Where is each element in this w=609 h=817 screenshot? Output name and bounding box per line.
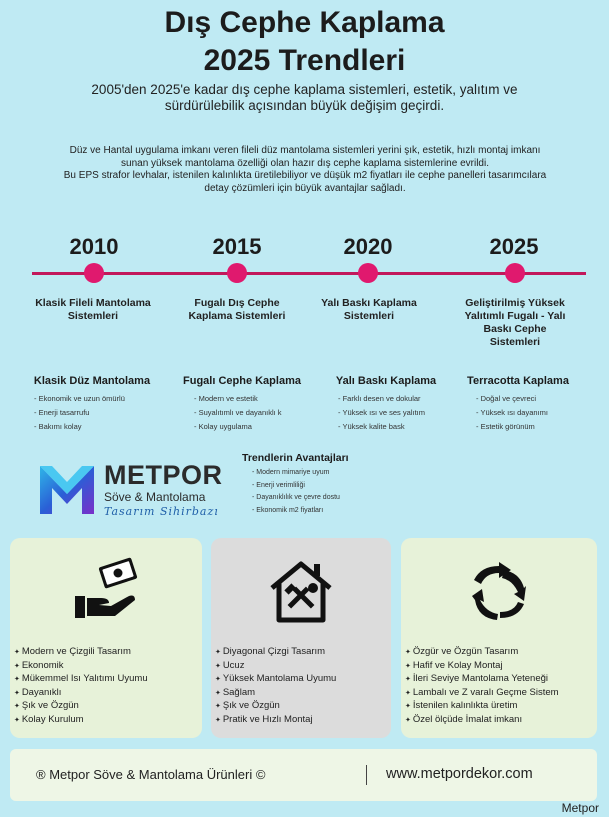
feature-card xyxy=(211,538,391,738)
feature-item: ✦ Özel ölçüde İmalat imkanı xyxy=(405,714,593,728)
feature-item: ✦ Şık ve Özgün xyxy=(14,700,198,714)
trend-item: - Enerji tasarrufu xyxy=(34,406,162,420)
trend-item: - Yüksek kalite bask xyxy=(338,420,456,434)
timeline-label-2010: Klasik Fileli Mantolama Sistemleri xyxy=(35,297,151,322)
corner-watermark: Metpor xyxy=(561,801,599,815)
advantage-item: - Dayanıklılık ve çevre dostu xyxy=(252,492,462,505)
recycle-arrows-icon xyxy=(464,556,534,626)
footer-divider xyxy=(366,765,367,785)
trend-heading: Terracotta Kaplama xyxy=(467,375,569,387)
feature-item: ✦ Diyagonal Çizgi Tasarım xyxy=(215,646,387,660)
advantage-item: - Modern mimariye uyum xyxy=(252,467,462,480)
feature-item: ✦ Hafif ve Kolay Montaj xyxy=(405,660,593,674)
house-tools-icon xyxy=(266,556,336,626)
trend-item: - Suyalıtımlı ve dayanıklı k xyxy=(194,406,312,420)
feature-item: ✦ Modern ve Çizgili Tasarım xyxy=(14,646,198,660)
money-hand-icon xyxy=(71,556,141,626)
metpor-logo-mark-icon xyxy=(36,458,98,520)
timeline-line xyxy=(32,272,586,275)
feature-item: ✦ Lambalı ve Z varalı Geçme Sistem xyxy=(405,687,593,701)
feature-item: ✦ İleri Seviye Mantolama Yeteneği xyxy=(405,673,593,687)
feature-item: ✦ Sağlam xyxy=(215,687,387,701)
timeline-dot xyxy=(505,263,525,283)
timeline-label-2015: Fugalı Dış Cephe Kaplama Sistemleri xyxy=(188,297,286,322)
feature-item: ✦ Ucuz xyxy=(215,660,387,674)
logo-brand: METPOR xyxy=(104,460,223,490)
logo-subtitle: Söve & Mantolama xyxy=(104,490,206,504)
intro-text: 2005'den 2025'e kadar dış cephe kaplama sistemleri, estetik, yalıtım ve sürdürülebilik açısından büyük değişim geçirdi. xyxy=(91,82,518,113)
trend-column xyxy=(316,375,456,434)
advantages-section xyxy=(242,452,462,517)
trend-column xyxy=(448,375,588,434)
logo-tagline: Tasarım Sihirbazı xyxy=(104,505,219,518)
advantages-heading: Trendlerin Avantajları xyxy=(242,452,349,464)
feature-item: ✦ Kolay Kurulum xyxy=(14,714,198,728)
trend-item: - Yüksek ısı dayanımı xyxy=(476,406,588,420)
title-line-1: Dış Cephe Kaplama xyxy=(164,6,445,39)
timeline-label-2020: Yalı Baskı Kaplama Sistemleri xyxy=(321,297,417,322)
trend-item: - Yüksek ısı ve ses yalıtım xyxy=(338,406,456,420)
trend-heading: Klasik Düz Mantolama xyxy=(33,375,151,387)
trend-heading: Fugalı Cephe Kaplama xyxy=(183,375,301,387)
body-paragraph-2: Bu EPS strafor levhalar, istenilen kalınlıkta üretilebiliyor ve düşük m2 fiyatları ile cephe panelleri tasarımcılara detay çözümleri için büyük avantajlar sağladı. xyxy=(63,170,547,194)
feature-item: ✦ İstenilen kalınlıkta üretim xyxy=(405,700,593,714)
footer-bar xyxy=(10,749,597,801)
feature-item: ✦ Yüksek Mantolama Uyumu xyxy=(215,673,387,687)
feature-item: ✦ Mükemmel Isı Yalıtımı Uyumu xyxy=(14,673,198,687)
timeline-year-2010: 2010 xyxy=(69,234,119,259)
trend-item: - Doğal ve çevreci xyxy=(476,392,588,406)
timeline-dot xyxy=(84,263,104,283)
trend-item: - Farklı desen ve dokular xyxy=(338,392,456,406)
timeline-label-2025: Geliştirilmiş Yüksek Yalıtımlı Fugalı - Yalı Baskı Cephe Sistemleri xyxy=(464,297,566,348)
timeline-year-2015: 2015 xyxy=(212,234,262,259)
feature-item: ✦ Ekonomik xyxy=(14,660,198,674)
feature-card xyxy=(401,538,597,738)
trend-item: - Modern ve estetik xyxy=(194,392,312,406)
feature-item: ✦ Pratik ve Hızlı Montaj xyxy=(215,714,387,728)
footer-website-link[interactable]: www.metpordekor.com xyxy=(386,766,533,782)
trend-heading: Yalı Baskı Kaplama xyxy=(335,375,437,387)
timeline-year-2025: 2025 xyxy=(489,234,539,259)
footer-copyright: ® Metpor Söve & Mantolama Ürünleri © xyxy=(36,767,266,782)
timeline-year-2020: 2020 xyxy=(343,234,393,259)
trend-item: - Kolay uygulama xyxy=(194,420,312,434)
advantage-item: - Enerji verimliliği xyxy=(252,480,462,493)
trend-column xyxy=(22,375,162,434)
title-line-2: 2025 Trendleri xyxy=(203,44,406,77)
advantage-item: - Ekonomik m2 fiyatları xyxy=(252,505,462,518)
timeline-dot xyxy=(358,263,378,283)
trend-item: - Bakımı kolay xyxy=(34,420,162,434)
trend-column xyxy=(172,375,312,434)
feature-item: ✦ Şık ve Özgün xyxy=(215,700,387,714)
trend-item: - Estetik görünüm xyxy=(476,420,588,434)
feature-item: ✦ Özgür ve Özgün Tasarım xyxy=(405,646,593,660)
feature-item: ✦ Dayanıklı xyxy=(14,687,198,701)
body-text xyxy=(55,145,555,195)
timeline-dot xyxy=(227,263,247,283)
trend-item: - Ekonomik ve uzun ömürlü xyxy=(34,392,162,406)
metpor-logo xyxy=(36,458,236,522)
feature-card xyxy=(10,538,202,738)
body-paragraph-1: Düz ve Hantal uygulama imkanı veren fileli düz mantolama sistemleri yerini şık, estetik, hızlı montaj imkanı sunan yüksek mantolama özelliği olan hazır dış cephe kaplama sistemlerine evrildi. xyxy=(69,145,541,169)
